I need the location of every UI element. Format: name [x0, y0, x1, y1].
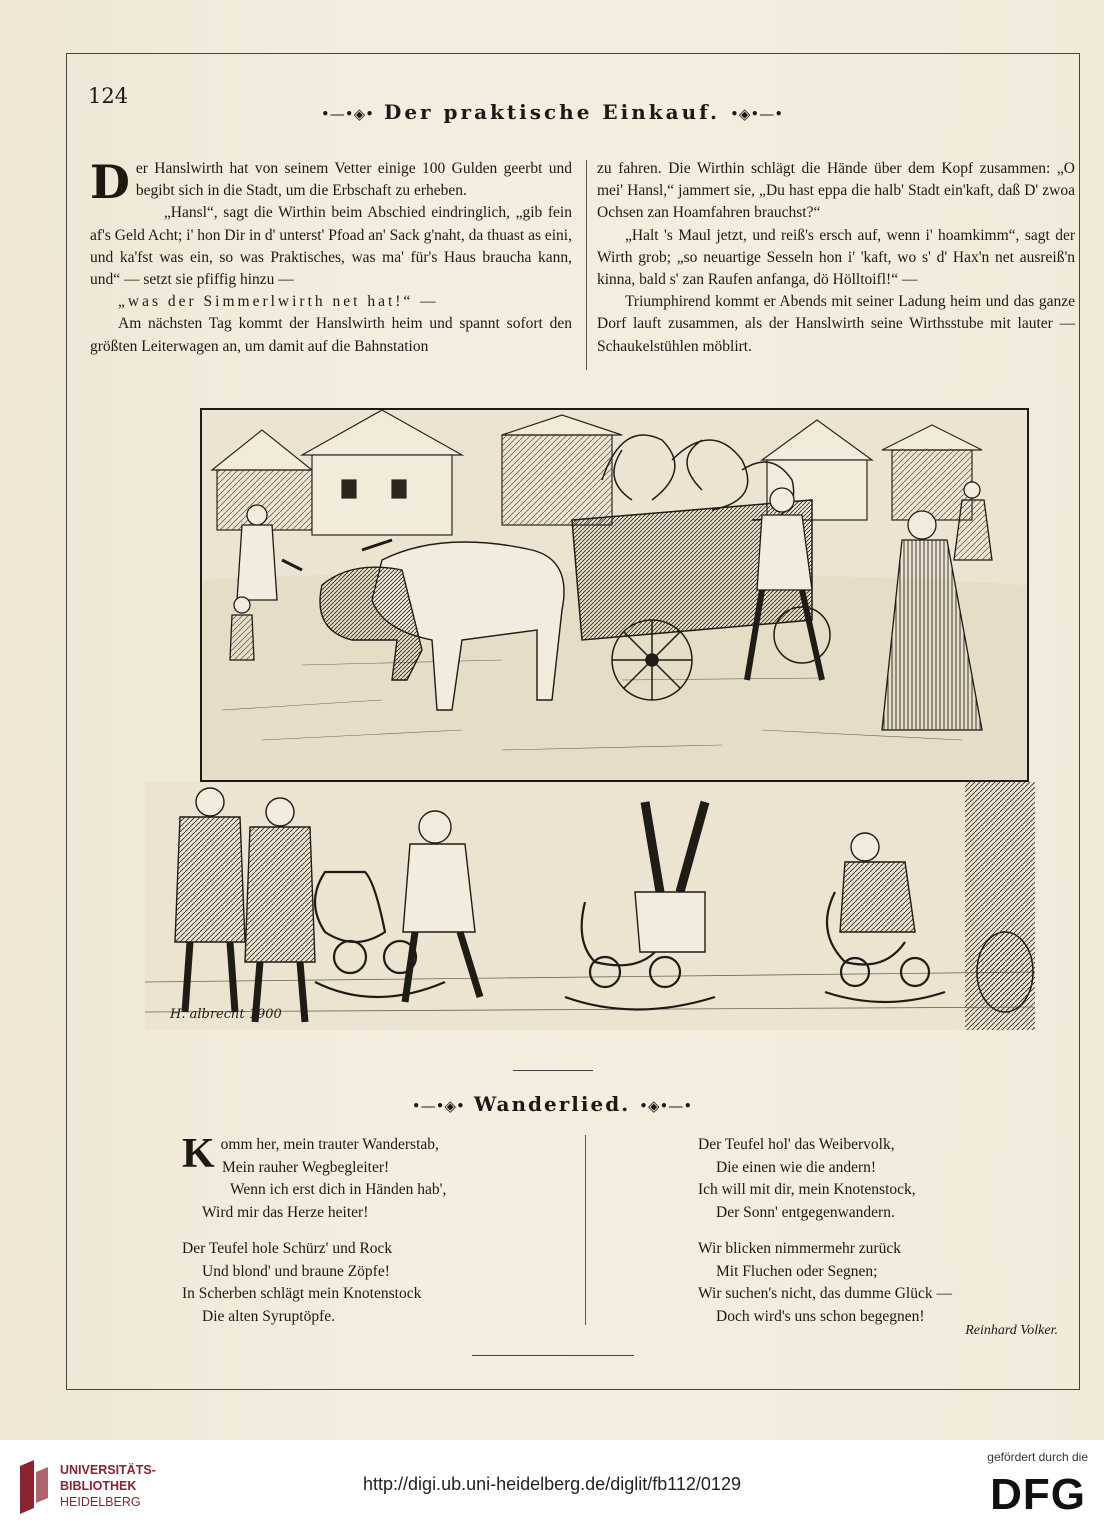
digitization-footer	[0, 1440, 1104, 1536]
ornament-right: •◈•—•	[639, 1097, 693, 1115]
story-paragraph: „Hansl“, sagt die Wirthin beim Abschied eindringlich, „gib fein af's Geld Acht; i' hon Dir in d' unterst' Pfoad an' Sack g'naht, da thuast as eini, und ka'fst was ein, so was Praktisches, was ma' für's Haus braucha kann, und“ — setzt sie pfiffig hinzu —	[90, 204, 572, 289]
library-name-line: HEIDELBERG	[60, 1495, 141, 1509]
article-title: Der praktische Einkauf.	[383, 100, 720, 124]
story-paragraph: Triumphirend kommt er Abends mit seiner Ladung heim und das ganze Dorf lauft zusammen, als der Hanslwirth seine Wirthsstube mit lauter — Schaukelstühlen möblirt.	[597, 293, 1075, 355]
ornament-right: •◈•—•	[729, 105, 784, 123]
poem-line: Der Sonn' entgegenwandern.	[716, 1203, 895, 1221]
poem-title: Wanderlied.	[473, 1092, 631, 1116]
poem-author: Reinhard Volker.	[965, 1323, 1058, 1338]
poem-line: Der Teufel hol' das Weibervolk,	[698, 1136, 895, 1153]
dfg-logo[interactable]: DFG	[990, 1470, 1086, 1519]
story-paragraph: „Halt 's Maul jetzt, und reiß's ersch auf, wenn i' hoamkimm“, sagt der Wirth grob; „so neuartige Sesseln hon i' 'kaft, wo s' d' Hax'n net ausreiß'n kinna, bald s' zan Raufen anfanga, dö Hölltoifl!“ —	[597, 226, 1075, 289]
ornament-left: •—•◈•	[320, 105, 375, 123]
poem-left-column	[182, 1131, 572, 1342]
poem-line: Die alten Syruptöpfe.	[202, 1307, 336, 1325]
poem-line: Wenn ich erst dich in Händen hab',	[230, 1181, 447, 1198]
poem-line: Doch wird's uns schon begegnen!	[716, 1307, 925, 1325]
dropcap: D	[90, 155, 130, 209]
permalink-url[interactable]: http://digi.ub.uni-heidelberg.de/diglit/fb112/0129	[363, 1474, 741, 1494]
poem-stanza	[182, 1238, 572, 1328]
poem-line: Wird mir das Herze heiter!	[202, 1203, 369, 1221]
village-scene-drawing	[202, 410, 1027, 780]
running-head	[0, 100, 1104, 124]
ornament-left: •—•◈•	[411, 1097, 465, 1115]
poem-line: Wir suchen's nicht, das dumme Glück —	[698, 1285, 952, 1302]
poem-line: Wir blicken nimmermehr zurück	[698, 1240, 901, 1257]
poem-stanza	[182, 1131, 572, 1224]
tavern-scene-panel	[145, 782, 1035, 1030]
story-right-column	[597, 158, 1075, 358]
library-name-line: BIBLIOTHEK	[60, 1479, 137, 1493]
library-name-line: UNIVERSITÄTS-	[60, 1463, 156, 1477]
poem-line: Der Teufel hole Schürz' und Rock	[182, 1240, 393, 1257]
end-rule	[472, 1355, 634, 1356]
story-paragraph: „was der Simmerlwirth net hat!“ —	[118, 293, 439, 311]
poem-dropcap: K	[182, 1131, 215, 1177]
poem-line: Die einen wie die andern!	[716, 1158, 877, 1176]
poem-line: Komm her, mein trauter Wanderstab,	[182, 1131, 439, 1177]
engraving-illustration	[145, 408, 1038, 1030]
tavern-scene-drawing	[145, 782, 1035, 1030]
poem-title-line	[0, 1092, 1104, 1116]
artist-signature: H. albrecht 1900	[170, 1007, 282, 1022]
poem-right-column	[698, 1134, 1028, 1342]
page-number: 124	[88, 84, 129, 108]
funding-note: gefördert durch die	[987, 1450, 1088, 1464]
poem-line: Mein rauher Wegbegleiter!	[222, 1158, 390, 1176]
barrel	[977, 932, 1033, 1012]
poem-line: Und blond' und braune Zöpfe!	[202, 1262, 390, 1280]
poem-stanza	[698, 1238, 1028, 1328]
column-divider	[586, 160, 587, 370]
poem-line: In Scherben schlägt mein Knotenstock	[182, 1285, 422, 1302]
story-paragraph: zu fahren. Die Wirthin schlägt die Hände über dem Kopf zusammen: „O mei' Hansl,“ jammert sie, „Du hast eppa die halb' Stadt ein'kaft, daß D' zwoa Ochsen zan Hoamfahren brauchst?“	[597, 160, 1075, 222]
poem-column-divider	[585, 1135, 586, 1325]
village-scene-panel	[200, 408, 1029, 782]
poem-line: Ich will mit dir, mein Knotenstock,	[698, 1181, 916, 1198]
story-paragraph: Am nächsten Tag kommt der Hanslwirth heim und spannt sofort den größten Leiterwagen an, um damit auf die Bahnstation	[90, 315, 572, 355]
story-left-column	[90, 155, 572, 358]
poem-stanza	[698, 1134, 1028, 1224]
poem-line: Mit Fluchen oder Segnen;	[716, 1262, 878, 1280]
section-rule	[513, 1070, 593, 1071]
story-paragraph: Der Hanslwirth hat von seinem Vetter einige 100 Gulden geerbt und begibt sich in die Stadt, um die Erbschaft zu erheben.	[90, 155, 572, 209]
